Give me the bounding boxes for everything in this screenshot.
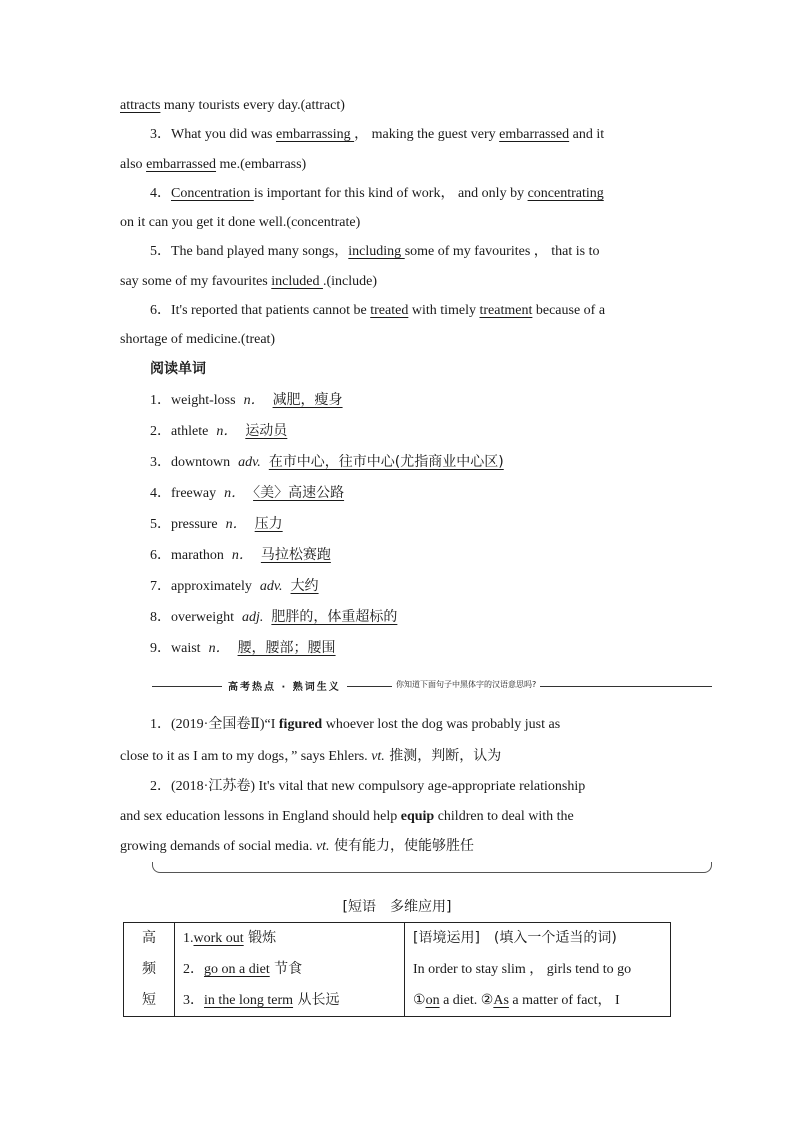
answer-blank: including — [348, 244, 405, 259]
answer-blank: treated — [370, 303, 409, 318]
sentence-text: ， making the guest very — [354, 127, 500, 142]
word-meaning: 肥胖的，体重超标的 — [271, 609, 398, 625]
word-meaning: 腰，腰部；腰围 — [237, 640, 336, 656]
banner-label: 高考热点 · 熟词生义 — [222, 678, 347, 693]
hot-item-line — [120, 746, 501, 767]
sentence-text: 4． — [150, 186, 171, 201]
phrase-meaning: 节食 — [269, 961, 303, 977]
word-number: 2． — [150, 424, 171, 439]
phrase-number: 3． — [183, 993, 204, 1008]
part-of-speech: n． — [216, 424, 238, 439]
word-number: 3． — [150, 455, 171, 470]
part-of-speech: vt. — [315, 839, 330, 854]
phrase-item — [183, 923, 404, 954]
reading-word-item — [150, 545, 331, 566]
word-text: athlete — [171, 424, 209, 439]
phrase-text: work out — [193, 931, 244, 946]
reading-word-item — [150, 452, 504, 473]
sentence-text: 1．(2019·全国卷Ⅱ)“I — [150, 717, 279, 732]
word-text: marathon — [171, 548, 224, 563]
phrase-number: 2． — [183, 962, 204, 977]
exercise-line — [150, 184, 604, 204]
hot-item-line — [150, 777, 585, 797]
word-text: freeway — [171, 486, 217, 501]
sentence-text: on it can you get it done well.(concentrate) — [120, 215, 361, 230]
exercise-line — [120, 330, 275, 350]
part-of-speech: n． — [208, 641, 230, 656]
word-number: 7． — [150, 579, 171, 594]
phrase-text: go on a diet — [204, 962, 270, 977]
hot-item-line — [120, 807, 574, 827]
sentence-text: a matter of fact， I — [508, 993, 620, 1008]
word-text: overweight — [171, 610, 234, 625]
context-usage-title: [语境运用] (填入一个适当的词) — [413, 930, 617, 946]
sentence-text: shortage of medicine.(treat) — [120, 332, 276, 347]
context-usage-cell — [405, 923, 671, 1017]
reading-word-item — [150, 483, 344, 504]
sentence-text: and sex education lessons in England should help — [120, 809, 401, 824]
context-sentence: In order to stay slim ， girls tend to go — [413, 962, 632, 977]
sentence-text: say some of my favourites — [120, 274, 272, 289]
category-cell — [124, 923, 175, 1017]
word-meaning: 压力 — [254, 516, 283, 532]
part-of-speech: n． — [225, 517, 247, 532]
reading-word-item — [150, 638, 336, 659]
banner-subtitle: 你知道下面句子中黑体字的汉语意思吗? — [392, 679, 540, 690]
bold-word: equip — [400, 809, 435, 824]
answer-blank: embarrassed — [499, 127, 570, 142]
sentence-text: many tourists every day.(attract) — [160, 98, 345, 113]
exercise-line — [150, 301, 605, 321]
answer-blank: embarrassing — [275, 127, 355, 142]
sentence-text: 2．(2018·江苏卷) It's vital that new compulsory age-appropriate relationship — [150, 779, 586, 794]
exercise-line — [120, 272, 377, 292]
sentence-text: is important for this kind of work， and only by — [253, 186, 528, 201]
part-of-speech: n． — [224, 486, 246, 501]
word-meaning: 大约 — [290, 578, 319, 594]
sentence-text: close to it as I am to my dogs，” says Ehlers. — [120, 749, 372, 764]
reading-word-item — [150, 390, 343, 411]
sentence-text: .(include) — [322, 274, 377, 289]
answer-blank: As — [493, 993, 509, 1008]
word-meaning: 马拉松赛跑 — [260, 547, 331, 563]
meaning-text: 推测，判断，认为 — [384, 748, 502, 764]
phrase-table — [123, 922, 671, 1017]
part-of-speech: adv. — [238, 455, 261, 470]
word-number: 9． — [150, 641, 171, 656]
reading-word-item — [150, 421, 287, 442]
sentence-text: growing demands of social media. — [120, 839, 316, 854]
exercise-line — [120, 96, 345, 116]
phrase-number: 1. — [183, 931, 194, 946]
bold-word: figured — [278, 717, 323, 732]
answer-blank: on — [425, 993, 440, 1008]
word-text: weight-loss — [171, 393, 236, 408]
exercise-line — [150, 242, 600, 262]
category-char: 频 — [142, 961, 156, 977]
phrase-item — [183, 954, 404, 985]
answer-blank: Concentration — [171, 186, 254, 201]
phrase-text: in the long term — [204, 993, 294, 1008]
sentence-text: me.(embarrass) — [216, 157, 307, 172]
exercise-line — [120, 213, 360, 233]
reading-words-title: 阅读单词 — [150, 361, 206, 377]
sentence-text: and it — [569, 127, 605, 142]
hot-item-line — [150, 715, 560, 735]
sentence-text: a diet. ② — [439, 993, 494, 1008]
part-of-speech: vt. — [371, 749, 385, 764]
phrase-item — [183, 985, 404, 1016]
word-number: 4． — [150, 486, 171, 501]
reading-word-item — [150, 607, 397, 628]
sentence-text: 5．The band played many songs， — [150, 244, 349, 259]
sentence-text: because of a — [532, 303, 606, 318]
word-number: 8． — [150, 610, 171, 625]
word-meaning: 减肥，瘦身 — [272, 392, 343, 408]
sentence-text: also — [120, 157, 147, 172]
word-text: approximately — [171, 579, 252, 594]
sentence-text: some of my favourites ， that is to — [404, 244, 600, 259]
answer-blank: embarrassed — [146, 157, 217, 172]
word-text: pressure — [171, 517, 218, 532]
answer-blank: treatment — [479, 303, 533, 318]
answer-blank: attracts — [120, 98, 161, 113]
sentence-text: 6．It's reported that patients cannot be — [150, 303, 371, 318]
word-number: 6． — [150, 548, 171, 563]
context-sentence — [413, 985, 670, 1016]
sentence-text: whoever lost the dog was probably just as — [322, 717, 561, 732]
word-meaning: 运动员 — [245, 423, 288, 439]
answer-blank: concentrating — [527, 186, 604, 201]
part-of-speech: n． — [231, 548, 253, 563]
sentence-text: with timely — [408, 303, 480, 318]
hot-item-line — [120, 836, 474, 857]
reading-word-item — [150, 576, 319, 597]
phrase-meaning: 从长远 — [293, 992, 340, 1008]
part-of-speech: adv. — [259, 579, 283, 594]
answer-blank: included — [271, 274, 323, 289]
phrase-section-title: [短语 多维应用] — [342, 899, 452, 915]
word-number: 5． — [150, 517, 171, 532]
part-of-speech: n． — [243, 393, 265, 408]
sentence-text: children to deal with the — [434, 809, 574, 824]
exercise-line — [150, 125, 604, 145]
banner-bottom-bracket — [152, 862, 712, 873]
phrase-list-cell — [175, 923, 405, 1017]
word-meaning: 在市中心，往市中心(尤指商业中心区) — [268, 454, 504, 470]
exercise-line — [120, 155, 306, 175]
word-text: waist — [171, 641, 201, 656]
word-text: downtown — [171, 455, 231, 470]
category-char: 短 — [142, 992, 156, 1008]
circled-number: ① — [413, 993, 426, 1008]
reading-word-item — [150, 514, 283, 535]
category-char: 高 — [142, 930, 156, 946]
phrase-meaning: 锻炼 — [243, 930, 277, 946]
meaning-text: 使有能力，使能够胜任 — [329, 838, 475, 854]
part-of-speech: adj. — [241, 610, 264, 625]
sentence-text: 3．What you did was — [150, 127, 276, 142]
word-number: 1． — [150, 393, 171, 408]
word-meaning: 〈美〉高速公路 — [253, 485, 345, 501]
